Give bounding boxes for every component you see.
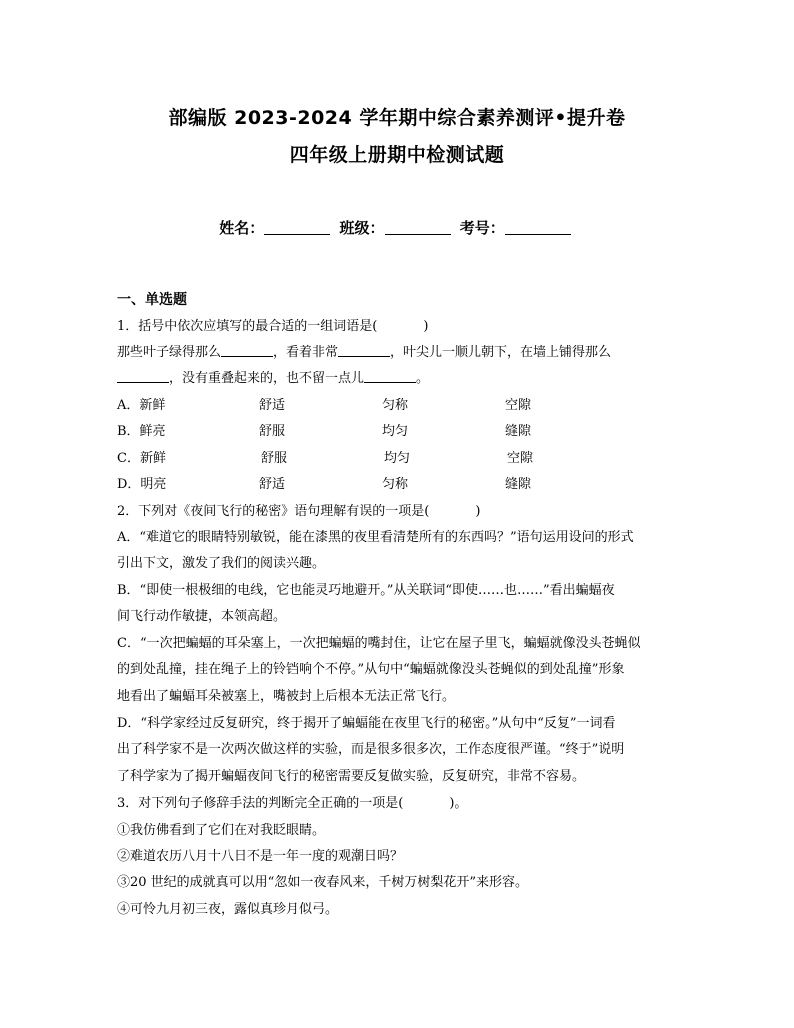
q1-text-line-1: 那些叶子绿得那么 ，看着非常 ，叶尖儿一顺儿朝下，在墙上铺得那么 <box>117 345 612 360</box>
number-label: 考号： <box>459 219 505 237</box>
q1-option-d-label: D．明亮 <box>117 477 167 492</box>
q1-option-b-word1: 舒服 <box>259 424 286 439</box>
q2-line: B．“即使一根极细的电线，它也能灵巧地避开。”从关联词“即使……也……”看出蝙蝠夜 <box>117 583 615 598</box>
q2-line: D．“科学家经过反复研究，终于揭开了蝙蝠能在夜里飞行的秘密。”从句中“反复”一词看 <box>117 716 616 731</box>
q3-item: ①我仿佛看到了它们在对我眨眼睛。 <box>117 823 326 838</box>
q3-item: ④可怜九月初三夜，露似真珍月似弓。 <box>117 902 339 917</box>
number-blank[interactable] <box>505 220 571 235</box>
q1-option-b-label: B．鲜亮 <box>117 424 166 439</box>
q1-option-c-word3: 空隙 <box>507 451 534 466</box>
class-blank[interactable] <box>385 220 451 235</box>
q2-line: A．“难道它的眼睛特别敏锐，能在漆黑的夜里看清楚所有的东西吗？”语句运用设问的形式 <box>117 530 634 545</box>
q2-line: 引出下文，激发了我们的阅读兴趣。 <box>117 556 326 571</box>
q1-option-b-word3: 缝隙 <box>505 424 532 439</box>
q1-option-d-word3: 缝隙 <box>505 477 532 492</box>
q2-line: 出了科学家不是一次两次做这样的实验，而是很多很多次，工作态度很严谨。“终于”说明 <box>117 742 625 757</box>
q2-line: 地看出了蝙蝠耳朵被塞上，嘴被封上后根本无法正常飞行。 <box>117 689 456 704</box>
q1-option-a-label: A．新鲜 <box>117 398 166 413</box>
q2-line: 了科学家为了揭开蝙蝠夜间飞行的秘密需要反复做实验，反复研究，非常不容易。 <box>117 769 586 784</box>
q3-stem: 3．对下列句子修辞手法的判断完全正确的一项是( )。 <box>117 796 468 811</box>
fill-blank <box>221 344 273 357</box>
fill-blank <box>117 370 169 383</box>
class-label: 班级： <box>339 219 385 237</box>
fill-blank <box>338 344 390 357</box>
exam-title: 部编版 2023-2024 学年期中综合素养测评•提升卷 <box>168 107 626 129</box>
q1-option-d-word1: 舒适 <box>259 477 286 492</box>
q1-option-a-word2: 匀称 <box>382 398 409 413</box>
exam-subtitle: 四年级上册期中检测试题 <box>289 144 505 166</box>
q1-stem: 1．括号中依次应填写的最合适的一组词语是( ) <box>117 319 429 334</box>
q1-option-c-word2: 均匀 <box>384 451 411 466</box>
q2-line: 间飞行动作敏捷，本领高超。 <box>117 609 287 624</box>
q1-option-a-word3: 空隙 <box>505 398 532 413</box>
q1-option-b-word2: 均匀 <box>382 424 409 439</box>
student-info-row <box>0 217 794 238</box>
q2-line: C．“一次把蝙蝠的耳朵塞上，一次把蝙蝠的嘴封住，让它在屋子里飞，蝙蝠就像没头苍蝇似 <box>117 636 641 651</box>
q3-item: ③20 世纪的成就真可以用“忽如一夜春风来，千树万树梨花开”来形容。 <box>117 875 528 890</box>
q1-option-d-word2: 匀称 <box>382 477 409 492</box>
name-label: 姓名： <box>219 219 265 237</box>
q1-option-c-label: C．新鲜 <box>117 451 166 466</box>
fill-blank <box>364 370 416 383</box>
q1-option-a-word1: 舒适 <box>259 398 286 413</box>
q2-line: 的到处乱撞，挂在绳子上的铃铛响个不停。”从句中“蝙蝠就像没头苍蝇似的到处乱撞”形象 <box>117 662 625 677</box>
q2-stem: 2．下列对《夜间飞行的秘密》语句理解有误的一项是( ) <box>117 504 481 519</box>
q3-item: ②难道农历八月十八日不是一年一度的观潮日吗？ <box>117 849 404 864</box>
q1-option-c-word1: 舒服 <box>261 451 288 466</box>
name-blank[interactable] <box>264 220 330 235</box>
q1-text-line-2: ，没有重叠起来的，也不留一点儿 。 <box>117 370 677 388</box>
section-title: 一、单选题 <box>117 292 187 308</box>
